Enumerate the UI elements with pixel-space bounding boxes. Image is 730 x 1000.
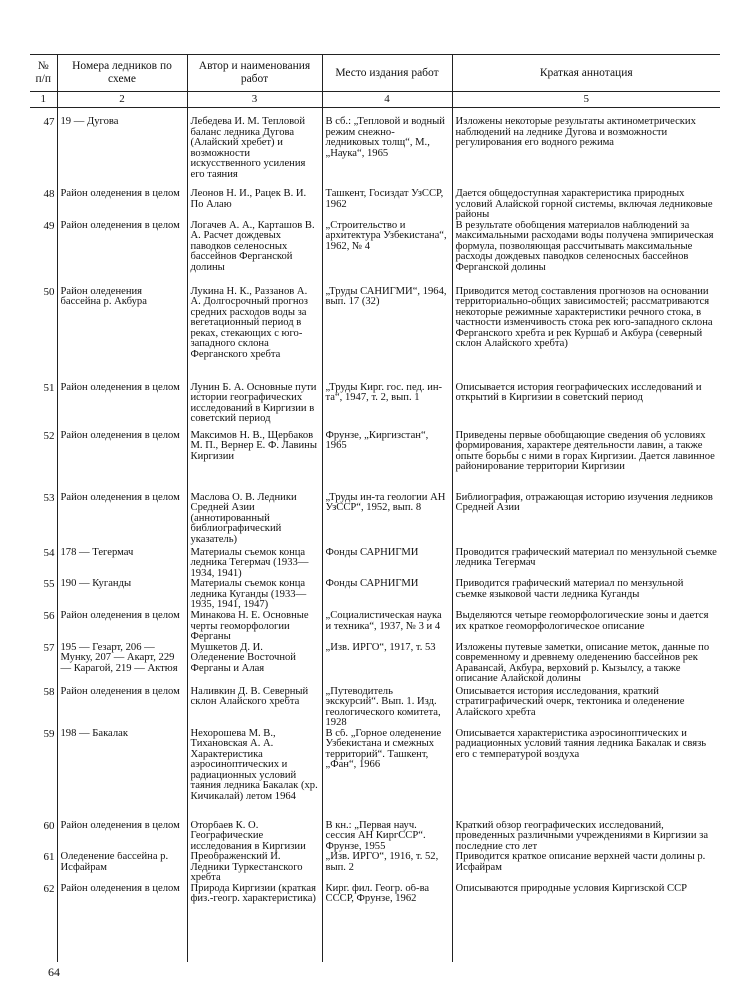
author-title: Природа Киргизии (краткая физ.-геогр. характеристика): [187, 884, 322, 962]
table-row: [30, 687, 720, 729]
header-annotation: Краткая аннотация: [452, 55, 720, 92]
publication-place: „Строительство и архитектура Узбекистана“, 1962, № 4: [322, 221, 452, 287]
table-row: [30, 884, 720, 962]
row-number: 62: [43, 883, 55, 895]
column-number: 5: [452, 92, 720, 108]
annotation: Проводится графический материал по мензульной съемке ледника Тегермач: [452, 548, 720, 580]
table-row: [30, 383, 720, 431]
publication-place: „Изв. ИРГО“, 1917, т. 53: [322, 643, 452, 687]
author-title: Лукина Н. К., Раззанов А. А. Долгосрочный прогноз средних расходов воды за вегетационный период в реках, стекающих с юго-западного склона Ферганского хребта: [187, 287, 322, 383]
glacier-ref: Район оледенения в целом: [57, 687, 187, 729]
annotation: Выделяются четыре геоморфологические зоны и дается их краткое геоморфологическое описание: [452, 611, 720, 643]
table-row: [30, 611, 720, 643]
author-title: Маслова О. В. Ледники Средней Азии (аннотированный библиографический указатель): [187, 493, 322, 548]
bibliography-page: [30, 54, 720, 962]
publication-place: Фонды САРНИГМИ: [322, 548, 452, 580]
publication-place: „Труды ин-та геологии АН УзССР“, 1952, вып. 8: [322, 493, 452, 548]
row-number: 52: [43, 430, 55, 442]
table-row: [30, 579, 720, 611]
glacier-ref: 178 — Тегермач: [57, 548, 187, 580]
author-title: Минакова Н. Е. Основные черты геоморфологии Ферганы: [187, 611, 322, 643]
publication-place: Кирг. фил. Геогр. об-ва СССР, Фрунзе, 1962: [322, 884, 452, 962]
glacier-ref: Район оледенения в целом: [57, 431, 187, 493]
publication-place: В кн.: „Первая науч. сессия АН КиргССР“. Фрунзе, 1955: [322, 821, 452, 853]
glacier-ref: 19 — Дугова: [57, 108, 187, 190]
publication-place: Фрунзе, „Киргизстан“, 1965: [322, 431, 452, 493]
author-title: Наливкин Д. В. Северный склон Алайского хребта: [187, 687, 322, 729]
glacier-ref: Район оледенения в целом: [57, 189, 187, 221]
author-title: Оторбаев К. О. Географические исследования в Киргизии: [187, 821, 322, 853]
row-number: 56: [43, 611, 55, 622]
bibliography-table: [30, 54, 720, 962]
row-number: 50: [43, 286, 55, 298]
annotation: Описывается характеристика аэросиноптических и радиационных условий таяния ледника Бакалак и связь его с температурой воздуха: [452, 729, 720, 821]
annotation: Краткий обзор географических исследований, проведенных различными учреждениями в Киргизии за последние сто лет: [452, 821, 720, 853]
publication-place: „Социалистическая наука и техника“, 1937, № 3 и 4: [322, 611, 452, 643]
table-row: [30, 287, 720, 383]
publication-place: „Труды Кирг. гос. пед. ин-та“, 1947, т. 2, вып. 1: [322, 383, 452, 431]
glacier-ref: Район оледенения в целом: [57, 611, 187, 643]
page-number: 64: [48, 965, 60, 979]
row-number: 61: [43, 852, 55, 863]
annotation: Приводится графический материал по мензульной съемке языковой части ледника Куганды: [452, 579, 720, 611]
header-place: Место издания работ: [322, 55, 452, 92]
publication-place: Фонды САРНИГМИ: [322, 579, 452, 611]
publication-place: „Изв. ИРГО“, 1916, т. 52, вып. 2: [322, 852, 452, 884]
publication-place: В сб.: „Тепловой и водный режим снежно-ледниковых толщ“, М., „Наука“, 1965: [322, 108, 452, 190]
annotation: Изложены путевые заметки, описание меток, данные по современному и древнему оледенению бассейнов рек Аравансай, Акбура, верховий р. Кызылсу, а также описание Алайской долины: [452, 643, 720, 687]
row-number: 53: [43, 492, 55, 504]
author-title: Логачев А. А., Карташов В. А. Расчет дождевых паводков селеносных бассейнов Ферганской долины: [187, 221, 322, 287]
glacier-ref: Район оледенения в целом: [57, 493, 187, 548]
row-number: 51: [43, 382, 55, 394]
publication-place: „Путеводитель экскурсий“. Вып. 1. Изд. геологического комитета, 1928: [322, 687, 452, 729]
table-row: [30, 729, 720, 821]
table-row: [30, 108, 720, 190]
glacier-ref: Район оледенения в целом: [57, 821, 187, 853]
author-title: Преображенский И. Ледники Туркестанского хребта: [187, 852, 322, 884]
row-number: 54: [43, 547, 55, 559]
author-title: Максимов Н. В., Щербаков М. П., Вернер Е. Ф. Лавины Киргизии: [187, 431, 322, 493]
glacier-ref: Район оледенения в целом: [57, 221, 187, 287]
glacier-ref: Оледенение бассейна р. Исфайрам: [57, 852, 187, 884]
table-row: [30, 548, 720, 580]
glacier-ref: Район оледенения в целом: [57, 383, 187, 431]
author-title: Леонов Н. И., Рацек В. И. По Алаю: [187, 189, 322, 221]
annotation: Описывается история исследования, краткий стратиграфический очерк, тектоника и оледенение Алайского хребта: [452, 687, 720, 729]
header-author: Автор и наименования работ: [187, 55, 322, 92]
author-title: Материалы съемок конца ледника Тегермач (1933—1934, 1941): [187, 548, 322, 580]
author-title: Материалы съемок конца ледника Куганды (1933—1935, 1941, 1947): [187, 579, 322, 611]
table-row: [30, 852, 720, 884]
annotation: Описывается история географических исследований и открытий в Киргизии в советский период: [452, 383, 720, 431]
column-number: 1: [30, 92, 57, 108]
glacier-ref: 198 — Бакалак: [57, 729, 187, 821]
row-number: 59: [43, 728, 55, 740]
row-number: 47: [43, 116, 55, 128]
column-number: 3: [187, 92, 322, 108]
author-title: Лебедева И. М. Тепловой баланс ледника Дугова (Алайский хребет) и возможности искусственного усиления его таяния: [187, 108, 322, 190]
publication-place: Ташкент, Госиздат УзССР, 1962: [322, 189, 452, 221]
header-row: [30, 55, 720, 92]
row-number: 58: [43, 686, 55, 698]
annotation: Описываются природные условия Киргизской ССР: [452, 884, 720, 962]
column-number: 2: [57, 92, 187, 108]
column-number: 4: [322, 92, 452, 108]
row-number: 49: [43, 220, 55, 232]
table-row: [30, 643, 720, 687]
annotation: Приведены первые обобщающие сведения об условиях формирования, характере деятельности лавин, а также опыте борьбы с ними в горах Киргизии. Дается лавинное районирование территории Киргизии: [452, 431, 720, 493]
glacier-ref: Район оледенения в целом: [57, 884, 187, 962]
author-title: Лунин Б. А. Основные пути истории географических исследований в Киргизии в советский период: [187, 383, 322, 431]
row-number: 60: [43, 820, 55, 832]
table-row: [30, 221, 720, 287]
annotation: Изложены некоторые результаты актинометрических наблюдений на леднике Дугова и возможности регулирования его водного режима: [452, 108, 720, 190]
annotation: Приводится метод составления прогнозов на основании территориально-общих зависимостей; рассматриваются некоторые режимные характеристики речного стока, в частности изменчивость стока рек юго-западного склона Ферганского хребта и рек Куршаб и Акбура (северный склон Алайского хребта): [452, 287, 720, 383]
table-row: [30, 493, 720, 548]
author-title: Нехорошева М. В., Тихановская А. А. Характеристика аэросиноптических и радиационных условий таяния ледника Бакалак (хр. Кичикалай) летом 1964: [187, 729, 322, 821]
header-glacier: Номера ледников по схеме: [57, 55, 187, 92]
row-number: 57: [43, 642, 55, 654]
author-title: Мушкетов Д. И. Оледенение Восточной Ферганы и Алая: [187, 643, 322, 687]
table-body: [30, 108, 720, 962]
column-number-row: [30, 92, 720, 108]
row-number: 48: [43, 189, 55, 200]
row-number: 55: [43, 579, 55, 590]
annotation: Библиография, отражающая историю изучения ледников Средней Азии: [452, 493, 720, 548]
annotation: Дается общедоступная характеристика природных условий Алайской горной системы, включая ледниковые районы: [452, 189, 720, 221]
glacier-ref: Район оледенения бассейна р. Акбура: [57, 287, 187, 383]
publication-place: В сб. „Горное оледенение Узбекистана и смежных территорий“. Ташкент, „Фан“, 1966: [322, 729, 452, 821]
publication-place: „Труды САНИГМИ“, 1964, вып. 17 (32): [322, 287, 452, 383]
glacier-ref: 195 — Гезарт, 206 — Мунку, 207 — Акарт, 229 — Карагой, 219 — Актюя: [57, 643, 187, 687]
header-number: № п/п: [30, 55, 57, 92]
table-row: [30, 189, 720, 221]
table-row: [30, 821, 720, 853]
glacier-ref: 190 — Куганды: [57, 579, 187, 611]
table-row: [30, 431, 720, 493]
annotation: В результате обобщения материалов наблюдений за максимальными расходами воды получена эмпирическая формула, позволяющая рассчитывать максимальные расходы дождевых паводков селеносных бассейнов Ферганской долины: [452, 221, 720, 287]
annotation: Приводится краткое описание верхней части долины р. Исфайрам: [452, 852, 720, 884]
